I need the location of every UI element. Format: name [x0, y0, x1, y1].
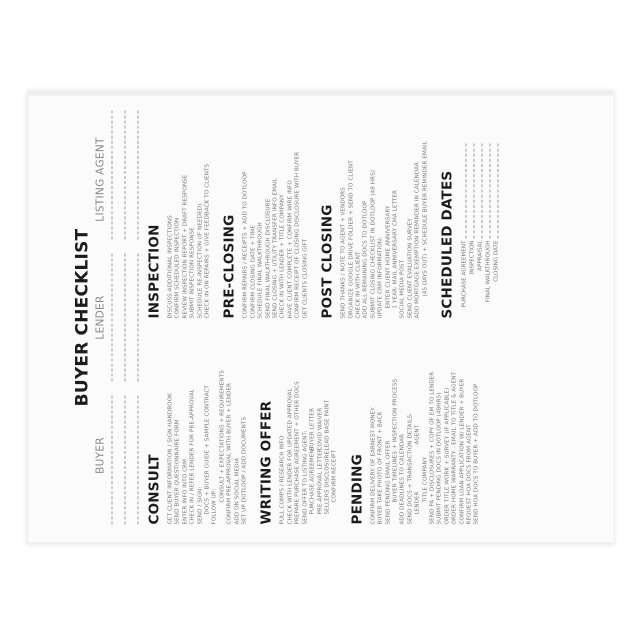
checklist-item[interactable]: ORDER TITLE WORK + SURVEY (IF APPLICABLE) — [443, 387, 450, 524]
checklist-item[interactable]: CHECK IN ON REPAIRS + GIVE FEEDBACK TO CLIENTS — [204, 163, 211, 318]
section-heading: POST CLOSING — [319, 203, 336, 318]
checklist-item[interactable]: CONFIRM REPAIRS / RECEIPTS + ADD TO DOTLOOP — [242, 170, 249, 318]
checklist-subitem[interactable]: ENTER CLIENT HOME ANNIVERSARY — [384, 204, 391, 308]
section-scheduled-dates — [439, 102, 500, 318]
checklist-item[interactable]: SUBMIT PENDING DOCS IN DOTLOOP (48HRS) — [436, 392, 443, 524]
checklist-item[interactable]: SEND HOA DOCS TO BUYER + ADD TO DOTLOOP — [473, 383, 480, 524]
checklist-item[interactable]: GET CLIENT INFORMATION / SIGN HANDBOOK — [167, 392, 173, 524]
lender-write-line[interactable] — [111, 253, 112, 382]
attachment-item[interactable]: SELLERS DISCLOSURE — [323, 450, 330, 514]
recipient-item[interactable]: TITLE COMPANY — [421, 456, 428, 502]
date-field-inspection — [468, 102, 476, 318]
left-column — [146, 330, 510, 524]
checklist-item[interactable]: SUBMIT CLOSING CHECKLIST IN DOTLOOP (48 HRS) — [369, 169, 376, 318]
date-write-line[interactable] — [465, 143, 466, 238]
checklist-item[interactable]: SET UP DOTLOOP / ADD DOCUMENTS — [241, 416, 248, 524]
checklist-item[interactable]: SEND THANKS / NOTE TO AGENT + VENDORS — [340, 186, 347, 318]
checklist-item[interactable]: SEND PENDING EMAIL OFFER — [384, 439, 391, 524]
checklist-subitem[interactable]: (45 DAYS OUT) + SCHEDULE BUYER REMINDER EMAIL — [421, 140, 428, 296]
checklist-item[interactable]: GET CLIENTS CLOSING GIFT — [301, 238, 308, 318]
checklist-item[interactable]: SUBMIT INSPECTION RESPONSE — [189, 226, 196, 318]
attachment-item[interactable]: PURCHASE AGREEMENT — [309, 445, 316, 514]
attachment-row — [324, 330, 331, 524]
checklist-item[interactable]: DISCUSS ADDITIONAL INSPECTIONS — [167, 214, 173, 318]
checklist-item[interactable]: PULL COMPS / RESEARCH INFO — [279, 435, 286, 524]
checklist-item[interactable]: ADD DEADLINES TO CALENDAR — [399, 433, 406, 524]
section-post-closing — [319, 102, 429, 318]
checklist-item[interactable]: SEND DOCS + TRANSACTION DETAILS: — [406, 412, 413, 524]
checklist-item[interactable]: ENTER INFO INTO CRM — [181, 458, 188, 524]
checklist-item[interactable]: CHECK WITH LENDER FOR UPDATED APPROVAL — [286, 387, 293, 524]
date-field-label: FINAL WALKTHROUGH — [484, 240, 491, 302]
checklist-item[interactable]: ORDER HOME WARRANTY - EMAIL TO TITLE & AGENT — [451, 371, 458, 524]
party-listing-agent-label: LISTING AGENT — [94, 136, 106, 222]
date-write-line[interactable] — [497, 143, 498, 238]
section-consult — [146, 330, 248, 524]
checklist-item[interactable]: CHECK IN / REFER LENDER FOR PRE-APPROVAL — [189, 388, 196, 524]
section-pre-closing — [221, 102, 309, 318]
attachment-row — [309, 330, 316, 524]
section-heading: PRE-CLOSING — [221, 214, 238, 318]
checklist-item[interactable]: ORGANIZE GOOGLE DRIVE FOLDER + SEND TO CLIENT — [347, 159, 354, 318]
date-field-appraisal — [476, 102, 484, 318]
attachment-item[interactable]: COVID WAIVER — [316, 407, 323, 450]
checklist-item[interactable]: CONFIRM SCHEDULED INSPECTION — [174, 217, 181, 318]
date-field-label: CLOSING DATE — [492, 240, 499, 282]
scheduled-dates-form — [460, 102, 500, 318]
page-title: BUYER CHECKLIST — [72, 228, 92, 406]
section-writing-offer — [258, 330, 338, 524]
date-write-line[interactable] — [473, 143, 474, 238]
section-heading: CONSULT — [146, 453, 162, 524]
checklist-item[interactable]: CONFIRM DELIVERY OF EARNEST MONEY — [369, 406, 376, 524]
attachment-row — [317, 330, 324, 524]
date-field-label: INSPECTION — [468, 240, 475, 274]
checklist-item[interactable]: SCHEDULE RE-INSPECTION (IF NEEDED) — [196, 203, 203, 318]
checklist-item[interactable]: PREPARE PURCHASE AGREEMENT + OTHER DOCS — [294, 380, 301, 524]
checklist-item[interactable]: CHECK IN WITH LENDER + TITLE COMPANY — [279, 193, 286, 318]
checklist-item[interactable]: SEND OFFER TO LISTING AGENT: — [301, 430, 308, 524]
checklist-subitem[interactable]: CONSULT + EXPECTATIONS + REQUIREMENTS — [218, 369, 225, 502]
checklist-item[interactable]: ADD MORTGAGE EXEMPTION REMINDER IN CALENDAR — [414, 161, 421, 318]
buyer-write-line[interactable] — [137, 395, 138, 524]
checklist-item[interactable]: BUYER TAKE PHOTO OF FRONT + BACK — [377, 410, 384, 524]
checklist-subitem[interactable]: BUYER TIMELINES + INSPECTION PROCESS — [391, 378, 398, 502]
date-write-line[interactable] — [489, 143, 490, 238]
attachment-item[interactable]: BUYER LETTER — [309, 407, 316, 450]
checklist-notepad-page — [28, 92, 613, 542]
checklist-item[interactable]: SEND / SIGN: — [196, 486, 203, 524]
buyer-write-line[interactable] — [111, 395, 112, 524]
checklist-subitem[interactable]: 1 YEAR: MAIL ANNIVERSARY CMA LETTER — [391, 189, 398, 308]
checklist-item[interactable]: ADD ON SOCIAL MEDIA — [233, 457, 240, 524]
date-field-final-walkthrough — [484, 102, 492, 318]
lender-write-line[interactable] — [137, 253, 138, 382]
checklist-item[interactable]: SEND FINAL WALKTHROUGH DISCLOSURE — [264, 198, 271, 318]
checklist-item[interactable]: SEND CLOSING + UTILITY TRANSFER INFO EMAIL — [272, 177, 279, 318]
right-column — [146, 102, 510, 318]
listing-agent-write-line[interactable] — [137, 110, 138, 239]
checklist-item[interactable]: REVIEW INSPECTION REPORT + DRAFT RESPONSE — [181, 174, 188, 318]
checklist-subitem[interactable]: CONFIRM RECEIPT — [331, 449, 338, 502]
listing-agent-write-line[interactable] — [124, 110, 125, 239]
section-pending — [349, 330, 481, 524]
checklist-item[interactable]: CHECK IN WITH CLIENT — [354, 251, 361, 318]
attachment-item[interactable]: PRE-APPROVAL LETTER — [316, 447, 323, 514]
date-field-purchase-agreement — [460, 102, 468, 318]
checklist-item[interactable]: CONFIRM LOAN APPLICATION W/ LENDER + BUYER — [458, 378, 465, 524]
party-buyer-label: BUYER — [94, 436, 106, 474]
checklist-item[interactable]: CONFIRM PRE-APPROVAL WITH BUYER + LENDER — [226, 382, 233, 524]
listing-agent-write-line[interactable] — [111, 110, 112, 239]
recipient-item[interactable]: LENDER — [414, 490, 421, 514]
checklist-item[interactable]: SEND BUYER QUESTIONNAIRE FORM — [174, 418, 181, 524]
date-field-label: PURCHASE AGREEMENT — [460, 240, 467, 307]
attachment-item[interactable]: LEAD BASE PAINT — [323, 399, 330, 450]
lender-write-line[interactable] — [124, 253, 125, 382]
section-heading: WRITING OFFER — [258, 400, 275, 524]
checklist-item[interactable]: UPDATE CRM INFORMATION: — [377, 236, 384, 318]
checklist-item[interactable]: ADD ALL REMAINING DOCS TO DOTLOOP — [362, 200, 369, 318]
date-write-line[interactable] — [481, 143, 482, 238]
date-field-label: APPRAISAL — [476, 240, 483, 271]
section-heading: INSPECTION — [146, 223, 162, 318]
checklist-subitem[interactable]: DOCS + BUYER GUIDE + SAMPLE CONTRACT — [204, 384, 211, 514]
recipient-item[interactable]: AGENT — [414, 424, 421, 444]
checklist-columns — [146, 102, 510, 524]
recipient-row — [414, 330, 421, 524]
date-field-closing-date — [492, 102, 500, 318]
checklist-item[interactable]: SEND CLIENT EVALUATION SURVEY — [406, 217, 413, 318]
section-inspection — [146, 102, 211, 318]
checklist-item[interactable]: SEND PA + DISCLOSURES + COPY OF EM TO LENDER — [428, 371, 435, 524]
checklist-item[interactable]: REQUEST HOA DOCS FROM AGENT — [466, 423, 472, 524]
section-heading: SCHEDULED DATES — [438, 170, 455, 318]
checklist-item[interactable]: SCHEDULE FINAL WALKTHROUGH — [257, 221, 264, 318]
checklist-item[interactable]: CONFIRM CLOSING DATE + TIME — [249, 224, 256, 318]
checklist-item[interactable]: CONFIRM RECEIPT OF CLOSING DISCLOSURE WITH BUYER — [294, 151, 301, 318]
section-heading: PENDING — [348, 453, 365, 524]
party-labels — [94, 110, 106, 524]
checklist-item[interactable]: HAVE CLIENT COMPLETE + CONFIRM WIRE INFO — [286, 179, 293, 318]
checklist-item[interactable]: FOLLOW UP: — [211, 488, 218, 524]
buyer-write-line[interactable] — [124, 395, 125, 524]
party-lender-label: LENDER — [94, 294, 106, 340]
checklist-item[interactable]: SOCIAL MEDIA POST — [399, 259, 406, 318]
